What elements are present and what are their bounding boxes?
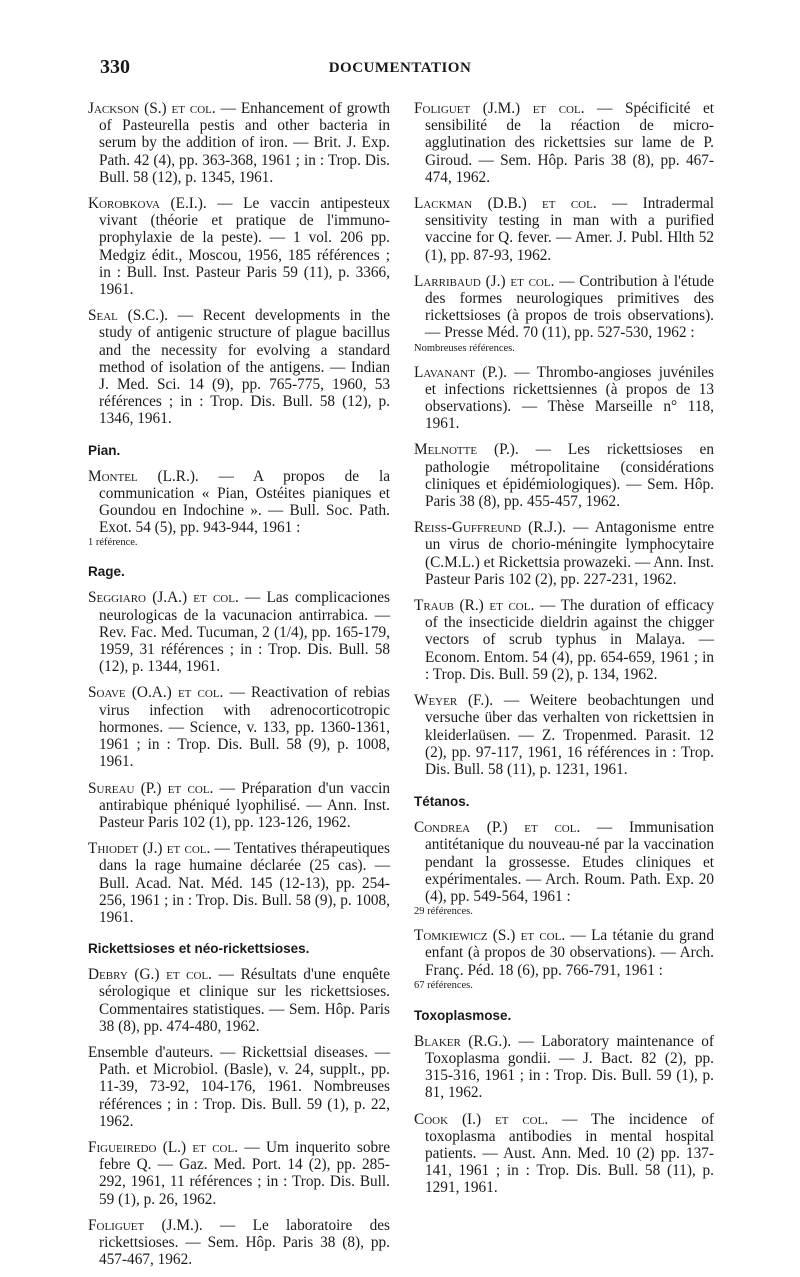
bibliography-entry — [88, 966, 390, 1035]
entry-reference-count: 67 références. — [414, 979, 473, 991]
bibliography-entry — [88, 780, 390, 832]
entry-citation: — Les rickettsioses en pathologie métropolitaine (considérations cliniques et épidémiologiques). — Sem. Hôp. Paris 38 (8), pp. 455-457, 1962. — [425, 441, 714, 511]
entry-citation: — Antagonisme entre un virus de chorio-méningite lymphocytaire (C.M.L.) et Rickettsia prowazeki. — Ann. Inst. Pasteur Paris 102 (2), pp. 227-231, 1962. — [425, 519, 714, 588]
bibliography-entry — [88, 1139, 390, 1208]
bibliography-entry — [414, 441, 714, 510]
entry-citation: — Contribution à l'étude des formes neurologiques primitives des rickettsioses (à propos de trois observations). — Presse Méd. 70 (11), pp. 527-530, 1962 : — [425, 272, 715, 342]
entry-author: Sureau (P.) et col. — [88, 779, 214, 797]
entry-author: Traub (R.) et col. — [414, 597, 535, 615]
bibliography-entry — [414, 519, 714, 588]
entry-citation: — Spécificité et sensibilité de la réaction de micro-agglutination des rickettsies sur lame de P. Giroud. — Sem. Hôp. Paris 38 (8), pp. 467-474, 1962. — [425, 100, 714, 186]
entry-author: Thiodet (J.) et col. — [88, 840, 211, 858]
entry-reference-count: Nombreuses références. — [414, 342, 515, 354]
bibliography-entry — [414, 819, 714, 918]
entry-citation: — The duration of efficacy of the insecticide dieldrin against the chigger vectors of scrub typhus in Malaya. — Econom. Entom. 54 (4), pp. 654-659, 1961 ; in : Trop. Dis. Bull. 59 (2), p. 134, 1962. — [425, 597, 714, 683]
entry-citation: — Tentatives thérapeutiques dans la rage humaine déclarée (25 cas). — Bull. Acad. Nat. Méd. 145 (12-13), pp. 254-256, 1961 ; in : Trop. Dis. Bull. 58 (9), p. 1008, 1961. — [99, 840, 390, 926]
entry-author: Lackman (D.B.) et col. — [414, 195, 597, 213]
bibliography-entry — [88, 468, 390, 550]
bibliography-entry — [414, 364, 714, 433]
section-heading: Toxoplasmose. — [414, 1007, 512, 1023]
entry-citation: — The incidence of toxoplasma antibodies in mental hospital patients. — Aust. Ann. Med. 10 (2) pp. 137-141, 1961 ; in : Trop. Dis. Bull. 58 (11), p. 1291, 1961. — [425, 1110, 714, 1197]
bibliography-entry — [88, 307, 390, 427]
entry-author: Reiss-Guffreund (R.J.). — [414, 519, 566, 537]
entry-author: Weyer (F.). — [414, 692, 494, 710]
bibliography-entry — [88, 100, 390, 186]
entry-citation: — Laboratory maintenance of Toxoplasma gondii. — J. Bact. 82 (2), pp. 315-316, 1961 ; in : Trop. Dis. Bull. 59 (1), p. 81, 1962. — [425, 1032, 714, 1102]
entry-author: Cook (I.) et col. — [414, 1110, 549, 1128]
entry-citation: — Le laboratoire des rickettsioses. — Sem. Hôp. Paris 38 (8), pp. 457-467, 1962. — [99, 1216, 390, 1269]
entry-citation: — Enhancement of growth of Pasteurella pestis and other bacteria in serum by the addition of iron. — Brit. J. Exp. Path. 42 (4), pp. 363-368, 1961 ; in : Trop. Dis. Bull. 58 (12), p. 1345, 1961. — [99, 100, 390, 186]
bibliography-entry — [414, 195, 714, 264]
entry-author: Foliguet (J.M.) et col. — [414, 100, 585, 117]
bibliography-entry — [88, 840, 390, 926]
right-column — [414, 100, 714, 1206]
entry-citation: — Um inquerito sobre febre Q. — Gaz. Med. Port. 14 (2), pp. 285-292, 1961, 11 références ; in : Trop. Dis. Bull. 59 (1), p. 26, 1962. — [99, 1138, 390, 1208]
entry-author: Condrea (P.) et col. — [414, 819, 581, 837]
bibliography-entry — [414, 692, 714, 778]
bibliography-entry — [414, 1111, 714, 1197]
entry-author: Blaker (R.G.). — [414, 1032, 512, 1050]
entry-citation: — Weitere beobachtungen und versuche über das verhalten von rickettsien in kleiderlaüsen. — Z. Tropenmed. Parasit. 12 (2), pp. 97-117, 1961, 16 références in : Trop. Dis. Bull. 58 (11), p. 1231, 1961. — [425, 692, 714, 778]
left-column — [88, 100, 390, 1277]
section-heading: Tétanos. — [414, 794, 470, 810]
entry-citation: — Reactivation of rebias virus infection with adrenocorticotropic hormones. — Science, v. 133, pp. 1360-1361, 1961 ; in : Trop. Dis. Bull. 58 (9), p. 1008, 1961. — [99, 684, 390, 771]
entry-author: Soave (O.A.) et col. — [88, 684, 224, 702]
entry-author: Seal (S.C.). — [88, 307, 168, 325]
entry-citation: Ensemble d'auteurs. — Rickettsial diseases. — Path. et Microbiol. (Basle), v. 24, supplt., pp. 11-39, 73-92, 104-176, 1961. Nombreuses références ; in : Trop. Dis. Bull. 59 (1), p. 22, 1962. — [88, 1043, 390, 1130]
entry-citation: — Las complicaciones neurologicas de la vacunacion antirrabica. — Rev. Fac. Med. Tucuman, 2 (1/4), pp. 165-179, 1959, 31 références ; in : Trop. Dis. Bull. 58 (12), p. 1344, 1961. — [99, 589, 391, 676]
bibliography-entry — [88, 1217, 390, 1269]
section-heading: Rickettsioses et néo-rickettsioses. — [88, 941, 310, 957]
bibliography-entry — [88, 1044, 390, 1130]
entry-author: Foliguet (J.M.). — [88, 1216, 203, 1234]
bibliography-entry — [88, 589, 390, 675]
entry-author: Larribaud (J.) et col. — [414, 272, 555, 290]
entry-author: Seggiaro (J.A.) et col. — [88, 589, 239, 607]
section-heading: Pian. — [88, 442, 121, 458]
entry-citation: — Résultats d'une enquête sérologique et clinique sur les rickettsioses. Commentaires statistiques. — Sem. Hôp. Paris 38 (8), pp. 474-480, 1962. — [99, 966, 390, 1035]
entry-citation: — A propos de la communication « Pian, Ostéites pianiques et Goundou en Indochine ». — Bull. Soc. Path. Exot. 54 (5), pp. 943-944, 1961 : — [99, 467, 390, 537]
page-header — [0, 56, 800, 88]
bibliography-entry — [88, 195, 390, 298]
bibliography-entry — [414, 1033, 714, 1102]
page-number: 330 — [100, 56, 130, 78]
bibliography-entry — [414, 273, 714, 355]
entry-citation: — La tétanie du grand enfant (à propos de 30 observations). — Arch. Franç. Péd. 18 (6), pp. 766-791, 1961 : — [425, 927, 714, 979]
entry-author: Montel (L.R.). — [88, 467, 199, 485]
entry-author: Lavanant (P.). — [414, 363, 507, 381]
entry-citation: — Immunisation antitétanique du nouveau-né par la vaccination pendant la grossesse. Etudes cliniques et expérimentales. — Arch. Roum. Path. Exp. 20 (4), pp. 549-564, 1961 : — [425, 819, 714, 905]
entry-author: Jackson (S.) et col. — [88, 100, 216, 117]
entry-author: Korobkova (E.I.). — [88, 195, 207, 213]
bibliography-entry — [88, 684, 390, 770]
entry-author: Tomkiewicz (S.) et col. — [414, 927, 566, 945]
entry-reference-count: 29 références. — [414, 906, 473, 918]
section-heading: Rage. — [88, 564, 125, 580]
bibliography-entry — [414, 100, 714, 186]
bibliography-entry — [414, 927, 714, 992]
entry-reference-count: 1 référence. — [88, 537, 138, 549]
entry-citation: — Recent developments in the study of antigenic structure of plague bacillus and the necessity for evolving a standard method of isolation of the antigens. — Indian J. Med. Sci. 14 (9), pp. 765-775, 1960, 53 références ; in : Trop. Dis. Bull. 58 (12), p. 1346, 1961. — [99, 307, 390, 428]
bibliography-entry — [414, 597, 714, 683]
entry-author: Figueiredo (L.) et col. — [88, 1138, 239, 1156]
entry-citation: — Intradermal sensitivity testing in man with a purified vaccine for Q. fever. — Amer. J. Publ. Hlth 52 (1), pp. 87-93, 1962. — [425, 195, 715, 264]
entry-author: Melnotte (P.). — [414, 441, 519, 459]
entry-citation: — Le vaccin antipesteux vivant (théorie et pratique de l'immuno-prophylaxie de la peste). — 1 vol. 206 pp. Medgiz édit., Moscou, 1956, 185 références ; in : Bull. Inst. Pasteur Paris 59 (11), p. 3366, 1961. — [99, 195, 391, 299]
entry-citation: — Thrombo-angioses juvéniles et infections rickettsiennes (à propos de 13 observations). — Thèse Marseille n° 118, 1961. — [425, 363, 714, 433]
entry-citation: — Préparation d'un vaccin antirabique phéniqué lyophilisé. — Ann. Inst. Pasteur Paris 102 (1), pp. 123-126, 1962. — [99, 779, 390, 831]
entry-author: Debry (G.) et col. — [88, 966, 213, 984]
running-title: DOCUMENTATION — [328, 60, 472, 76]
